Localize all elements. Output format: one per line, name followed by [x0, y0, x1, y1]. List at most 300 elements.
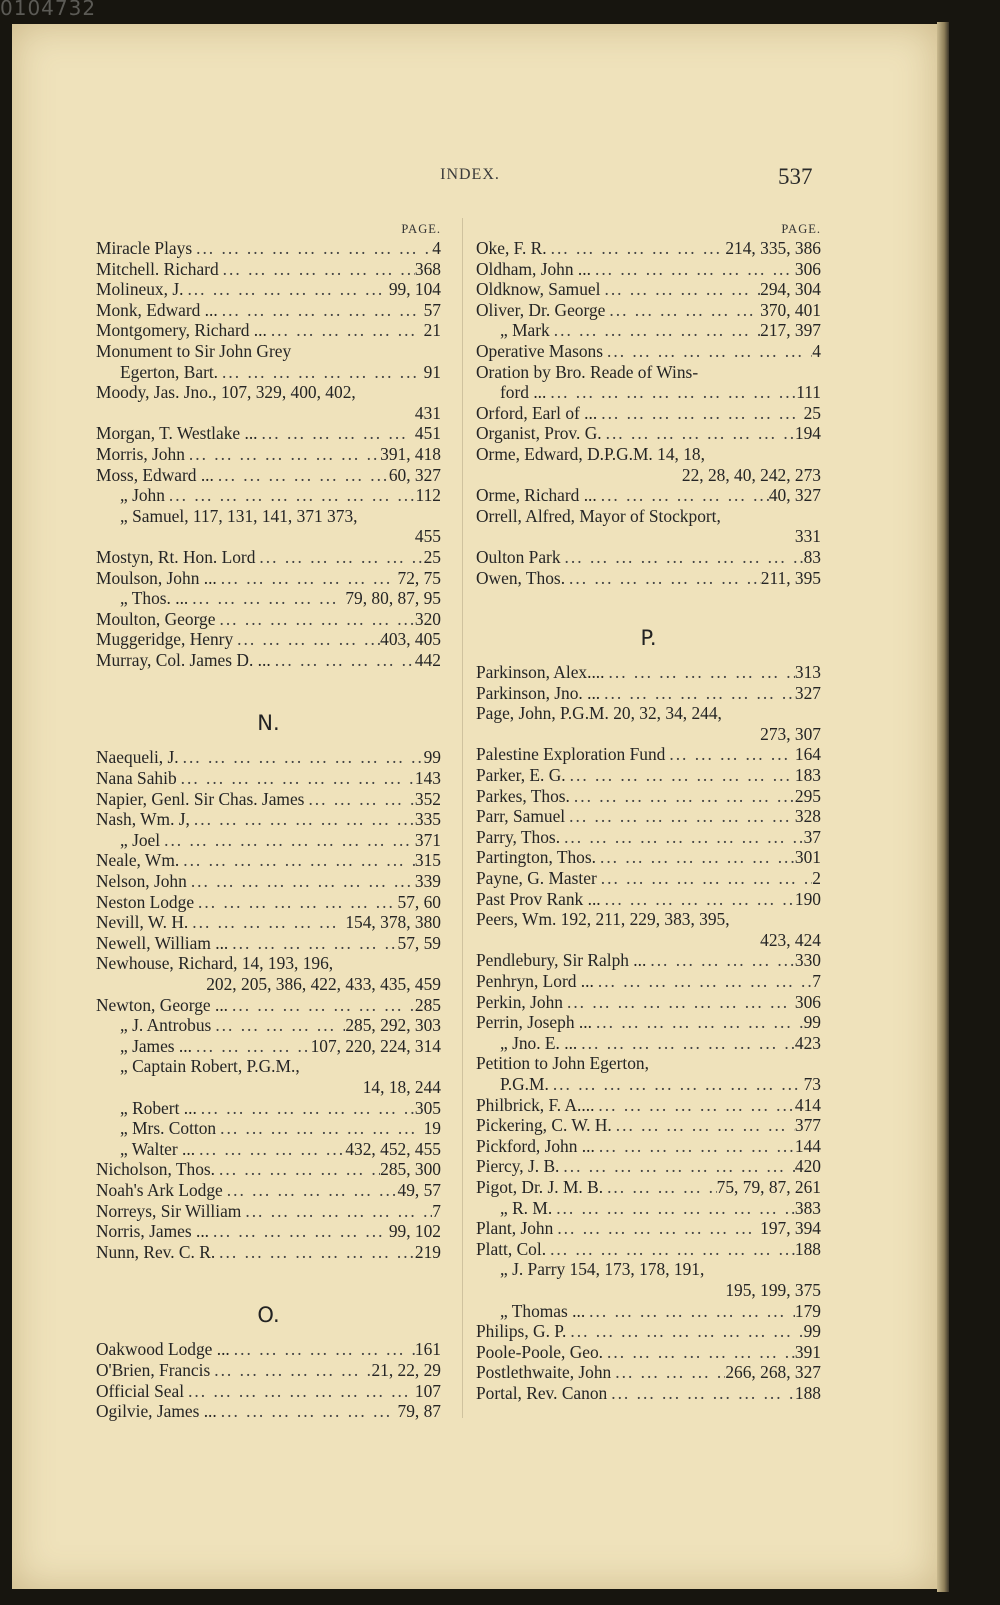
section-p-entries	[476, 662, 821, 1403]
entry-pages-continuation: 423, 424	[760, 929, 821, 950]
entry-term: Platt, Col.	[476, 1238, 547, 1259]
dot-leader	[165, 485, 416, 506]
entry-pages: 352	[414, 788, 441, 809]
index-entry-term: Page, John, P.G.M. 20, 32, 34, 244,	[476, 703, 722, 724]
entry-term: Perkin, John	[476, 991, 563, 1012]
entry-pages: 301	[794, 847, 821, 868]
index-entry	[96, 300, 441, 321]
dot-leader	[570, 786, 795, 807]
entry-term: Pendlebury, Sir Ralph ...	[476, 950, 647, 971]
dot-leader	[559, 1156, 795, 1177]
dot-leader	[179, 747, 424, 768]
section-o-entries	[96, 1339, 441, 1421]
entry-term: Montgomery, Richard ...	[96, 320, 267, 341]
dot-leader	[183, 279, 388, 300]
index-entry	[96, 850, 441, 871]
dot-leader	[560, 827, 804, 848]
dot-leader	[566, 765, 795, 786]
index-entry-term: Orrell, Alfred, Mayor of Stockport,	[476, 505, 721, 526]
index-entry	[476, 1383, 821, 1404]
entry-pages: 377	[794, 1115, 821, 1136]
dot-leader	[549, 1074, 804, 1095]
dot-leader	[187, 871, 415, 892]
entry-term: Morgan, T. Westlake ...	[96, 423, 258, 444]
page-column-heading: PAGE.	[401, 222, 441, 236]
entry-term: Nunn, Rev. C. R.	[96, 1241, 216, 1262]
dot-leader	[603, 1177, 717, 1198]
entry-pages: 219	[414, 1241, 441, 1262]
entry-pages: 305	[414, 1097, 441, 1118]
entry-term: „ Walter ...	[120, 1138, 196, 1159]
column-divider	[462, 218, 463, 1418]
index-entry	[476, 889, 821, 910]
entry-term: „ R. M.	[500, 1197, 553, 1218]
entry-pages: 315	[414, 850, 441, 871]
entry-term: „ Joel	[120, 829, 161, 850]
entry-term: Noah's Ark Lodge	[96, 1179, 223, 1200]
entry-pages: 112	[415, 485, 441, 506]
entry-pages: 183	[794, 765, 821, 786]
index-entry	[96, 279, 441, 300]
index-entry-term: Moody, Jas. Jno., 107, 329, 400, 402,	[96, 382, 356, 403]
entry-pages: 306	[794, 258, 821, 279]
entry-term: Monk, Edward ...	[96, 299, 218, 320]
entry-term: Moulson, John ...	[96, 567, 217, 588]
dot-leader	[646, 950, 795, 971]
entry-pages: 7	[432, 1200, 441, 1221]
section-gap	[476, 588, 821, 625]
entry-term: Pickford, John ...	[476, 1135, 595, 1156]
index-entry	[96, 1242, 441, 1263]
index-entry	[476, 744, 821, 765]
entry-term: Molineux, J.	[96, 279, 184, 300]
entry-term: Parkinson, Alex....	[476, 662, 605, 683]
dot-leader	[600, 683, 795, 704]
dot-leader	[184, 1381, 415, 1402]
index-entry	[476, 1362, 821, 1383]
entry-pages-continuation: 14, 18, 244	[362, 1076, 441, 1097]
index-entry	[96, 609, 441, 630]
dot-leader	[271, 650, 415, 671]
entry-term: Oldham, John ...	[476, 258, 591, 279]
entry-pages: 4	[432, 238, 441, 258]
dot-leader	[210, 1360, 371, 1381]
dot-leader	[594, 971, 812, 992]
entry-pages: 37	[803, 826, 821, 847]
dot-leader	[215, 1159, 380, 1180]
dot-leader	[177, 768, 415, 789]
dot-leader	[565, 806, 795, 827]
index-entry	[476, 423, 821, 444]
entry-term: Plant, John	[476, 1218, 554, 1239]
index-entry	[476, 1115, 821, 1136]
index-entry	[96, 465, 441, 486]
index-column-right	[476, 220, 821, 1403]
entry-pages: 285, 300	[380, 1159, 441, 1180]
dot-leader	[602, 423, 795, 444]
scan-header-label: 0104732	[0, 0, 97, 20]
dot-leader	[233, 629, 380, 650]
dot-leader	[566, 1321, 803, 1342]
entry-term: Past Prov Rank ...	[476, 888, 601, 909]
entry-term: Neston Lodge	[96, 891, 195, 912]
dot-leader	[597, 868, 813, 889]
index-entry-term: Monument to Sir John Grey	[96, 340, 292, 361]
dot-leader	[160, 830, 415, 851]
entry-term: Parkinson, Jno. ...	[476, 682, 601, 703]
entry-pages: 442	[414, 649, 441, 670]
dot-leader	[230, 1339, 415, 1360]
entry-pages: 451	[414, 423, 441, 444]
entry-pages: 285	[414, 994, 441, 1015]
dot-leader	[565, 568, 761, 589]
entry-term: Parry, Thos.	[476, 826, 561, 847]
entry-pages: 99, 104	[388, 279, 441, 300]
dot-leader	[197, 1098, 415, 1119]
entry-term: „ Thomas ...	[500, 1300, 586, 1321]
index-entry	[476, 300, 821, 321]
entry-pages: 295	[794, 785, 821, 806]
entry-pages: 75, 79, 87, 261	[716, 1176, 821, 1197]
entry-pages: 99, 102	[388, 1221, 441, 1242]
index-entry-term: Oration by Bro. Reade of Wins-	[476, 361, 699, 382]
entry-term: Miracle Plays	[96, 238, 193, 258]
index-entry	[476, 1198, 821, 1219]
entry-pages: 99	[803, 1012, 821, 1033]
index-entry	[476, 259, 821, 280]
index-entry	[96, 650, 441, 671]
entry-pages-continuation: 273, 307	[760, 723, 821, 744]
entry-term: Partington, Thos.	[476, 847, 596, 868]
dot-leader	[561, 547, 804, 568]
entry-pages: 214, 335, 386	[725, 238, 821, 258]
entry-term: Nash, Wm. J,	[96, 809, 190, 830]
index-entry-term: Peers, Wm. 192, 211, 229, 383, 395,	[476, 909, 730, 930]
index-entry	[476, 238, 821, 259]
index-entry	[476, 1156, 821, 1177]
dot-leader	[577, 1033, 795, 1054]
dot-leader	[597, 403, 803, 424]
dot-leader	[228, 995, 415, 1016]
entry-pages: 79, 80, 87, 95	[345, 588, 441, 609]
index-entry-term: „ Samuel, 117, 131, 141, 371 373,	[120, 505, 358, 526]
entry-term: Portal, Rev. Canon	[476, 1382, 608, 1403]
entry-pages-continuation: 202, 205, 386, 422, 433, 435, 459	[206, 974, 441, 994]
dot-leader	[217, 1401, 398, 1422]
index-entry	[96, 485, 441, 506]
index-entry	[96, 259, 441, 280]
dot-leader	[611, 1362, 725, 1383]
index-entry-term: Orme, Edward, D.P.G.M. 14, 18,	[476, 443, 705, 464]
dot-leader	[665, 744, 795, 765]
index-entry	[476, 320, 821, 341]
entry-term: Morris, John	[96, 443, 185, 464]
entry-pages: 4	[812, 340, 821, 361]
entry-pages: 285, 292, 303	[345, 1015, 441, 1036]
index-entry	[96, 1201, 441, 1222]
index-entry	[96, 444, 441, 465]
dot-leader	[267, 320, 424, 341]
dot-leader	[550, 320, 760, 341]
section-o-entries-continued	[476, 238, 821, 588]
index-entry	[96, 1139, 441, 1160]
entry-pages: 294, 304	[760, 279, 821, 300]
index-entry	[96, 568, 441, 589]
entry-pages: 73	[803, 1073, 821, 1094]
entry-term: Organist, Prov. G.	[476, 423, 602, 444]
entry-pages: 7	[812, 971, 821, 991]
entry-pages: 161	[414, 1339, 441, 1360]
entry-pages: 190	[794, 888, 821, 909]
index-entry	[476, 1136, 821, 1157]
entry-term: Penhryn, Lord ...	[476, 971, 594, 991]
index-entry	[96, 1118, 441, 1139]
entry-term: „ Robert ...	[120, 1097, 197, 1118]
entry-pages-continuation: 195, 199, 375	[725, 1279, 821, 1300]
dot-leader	[304, 789, 414, 810]
entry-pages: 57, 59	[397, 932, 441, 953]
index-entry	[96, 768, 441, 789]
dot-leader	[218, 362, 424, 383]
dot-leader	[194, 892, 397, 913]
dot-leader	[605, 662, 795, 683]
index-entry	[476, 765, 821, 786]
entry-term: „ Thos. ...	[120, 588, 189, 609]
index-entry	[96, 1339, 441, 1360]
index-entry	[476, 568, 821, 589]
index-entry	[96, 1098, 441, 1119]
entry-pages: 197, 394	[760, 1218, 821, 1239]
dot-leader	[241, 1201, 432, 1222]
index-entry-continuation	[476, 382, 821, 403]
entry-pages: 2	[812, 868, 821, 889]
index-entry	[476, 341, 821, 362]
entry-term: Owen, Thos.	[476, 567, 566, 588]
entry-term: „ Jno. E. ...	[500, 1032, 578, 1053]
entry-pages: 111	[796, 382, 821, 403]
entry-pages: 188	[794, 1238, 821, 1259]
page-edge	[937, 22, 949, 1592]
entry-term: „ John	[120, 485, 165, 506]
entry-term: O'Brien, Francis	[96, 1359, 211, 1380]
entry-pages-continuation: 455	[414, 526, 441, 547]
index-entry	[96, 238, 441, 259]
entry-pages: 19	[423, 1118, 441, 1139]
entry-term: Payne, G. Master	[476, 868, 597, 889]
index-entry	[96, 588, 441, 609]
section-gap	[96, 670, 441, 710]
index-entry	[96, 423, 441, 444]
dot-leader	[605, 300, 760, 321]
index-entry	[476, 1218, 821, 1239]
index-entry	[476, 1012, 821, 1033]
index-entry	[476, 1239, 821, 1260]
index-entry	[96, 547, 441, 568]
entry-pages: 371	[414, 829, 441, 850]
section-gap	[476, 652, 821, 662]
index-entry	[476, 786, 821, 807]
entry-term: Norris, James ...	[96, 1221, 210, 1242]
running-title: INDEX.	[440, 166, 500, 183]
entry-pages: 414	[794, 1094, 821, 1115]
entry-term: Newell, William ...	[96, 932, 229, 953]
entry-term: „ Mrs. Cotton	[120, 1118, 217, 1139]
entry-pages: 83	[803, 546, 821, 567]
entry-term: Orme, Richard ...	[476, 485, 597, 506]
dot-leader	[188, 912, 345, 933]
index-entry	[476, 1342, 821, 1363]
entry-continuation-text: Egerton, Bart.	[120, 361, 219, 382]
entry-pages: 306	[794, 991, 821, 1012]
entry-term: Parr, Samuel	[476, 806, 566, 827]
dot-leader	[211, 1015, 345, 1036]
entry-pages-continuation: 22, 28, 40, 242, 273	[681, 464, 821, 485]
dot-leader	[215, 609, 414, 630]
dot-leader	[209, 1221, 389, 1242]
entry-pages: 99	[803, 1321, 821, 1342]
index-entry	[96, 1381, 441, 1402]
entry-term: Operative Masons	[476, 340, 604, 361]
dot-leader	[552, 1198, 795, 1219]
entry-term: Poole-Poole, Geo.	[476, 1341, 604, 1362]
index-entry	[476, 1177, 821, 1198]
dot-leader	[563, 992, 795, 1013]
index-entry	[476, 662, 821, 683]
dot-leader	[546, 1239, 795, 1260]
entry-pages: 330	[794, 950, 821, 971]
index-entry-term: Petition to John Egerton,	[476, 1053, 649, 1074]
entry-pages: 423	[794, 1032, 821, 1053]
entry-pages: 432, 452, 455	[345, 1138, 441, 1159]
dot-leader	[215, 1242, 415, 1263]
entry-term: „ Mark	[500, 320, 550, 341]
index-entry	[96, 1159, 441, 1180]
index-entry	[96, 933, 441, 954]
dot-leader	[603, 1342, 795, 1363]
entry-term: Nelson, John	[96, 871, 187, 892]
index-entry	[96, 629, 441, 650]
index-entry	[96, 809, 441, 830]
entry-pages: 179	[794, 1300, 821, 1321]
dot-leader	[223, 1180, 398, 1201]
entry-pages: 49, 57	[397, 1179, 441, 1200]
page-number: 537	[778, 164, 813, 189]
index-entry	[476, 1033, 821, 1054]
index-entry	[476, 683, 821, 704]
page-column-heading: PAGE.	[781, 222, 821, 236]
dot-leader	[179, 850, 415, 871]
index-entry-term: „ Captain Robert, P.G.M.,	[120, 1056, 300, 1077]
entry-term: Philbrick, F. A....	[476, 1094, 595, 1115]
index-entry	[96, 892, 441, 913]
dot-leader	[255, 547, 423, 568]
entry-continuation-text: P.G.M.	[500, 1073, 549, 1094]
index-entry	[476, 950, 821, 971]
dot-leader	[195, 1139, 345, 1160]
index-entry	[96, 830, 441, 851]
entry-term: Mitchell. Richard	[96, 258, 219, 279]
entry-pages: 368	[414, 258, 441, 279]
entry-pages: 91	[423, 361, 441, 382]
index-entry	[476, 847, 821, 868]
index-entry	[96, 912, 441, 933]
index-entry	[476, 485, 821, 506]
entry-term: Neale, Wm.	[96, 850, 180, 871]
entry-pages: 391, 418	[380, 443, 441, 464]
index-entry	[96, 995, 441, 1016]
entry-term: Oldknow, Samuel	[476, 279, 601, 300]
dot-leader	[594, 1095, 794, 1116]
index-entry-term: Newhouse, Richard, 14, 193, 196,	[96, 953, 334, 974]
entry-pages: 79, 87	[397, 1401, 441, 1422]
index-entry	[476, 827, 821, 848]
entry-pages: 25	[423, 546, 441, 567]
dot-leader	[547, 238, 726, 259]
entry-pages: 40, 327	[768, 485, 821, 506]
index-entry	[476, 1095, 821, 1116]
entry-term: Mostyn, Rt. Hon. Lord	[96, 546, 256, 567]
entry-term: Oke, F. R.	[476, 238, 547, 258]
section-letter-p: P.	[640, 626, 657, 651]
index-entry	[96, 1036, 441, 1057]
entry-term: „ James ...	[120, 1035, 192, 1056]
section-gap	[96, 737, 441, 747]
entry-pages: 164	[794, 744, 821, 765]
section-gap	[96, 1329, 441, 1339]
index-entry	[96, 1360, 441, 1381]
dot-leader	[591, 259, 795, 280]
entry-pages: 21	[423, 320, 441, 341]
entry-term: Palestine Exploration Fund	[476, 744, 666, 765]
index-entry	[476, 806, 821, 827]
index-entry	[96, 1015, 441, 1036]
index-entry-continuation	[96, 362, 441, 383]
entry-term: Official Seal	[96, 1380, 185, 1401]
entry-pages: 320	[414, 608, 441, 629]
entry-term: Moulton, George	[96, 608, 216, 629]
entry-term: Napier, Genl. Sir Chas. James	[96, 788, 305, 809]
dot-leader	[607, 1383, 795, 1404]
entry-pages: 420	[794, 1156, 821, 1177]
index-entry	[96, 747, 441, 768]
dot-leader	[216, 1118, 423, 1139]
index-entry-continuation	[476, 1074, 821, 1095]
dot-leader	[546, 382, 796, 403]
section-n-entries	[96, 747, 441, 1262]
dot-leader	[601, 889, 795, 910]
entry-pages: 328	[794, 806, 821, 827]
dot-leader	[192, 1036, 311, 1057]
section-letter-n: N.	[257, 711, 280, 736]
dot-leader	[218, 300, 424, 321]
index-entry	[96, 789, 441, 810]
entry-term: Pickering, C. W. H.	[476, 1115, 612, 1136]
dot-leader	[185, 444, 380, 465]
dot-leader	[592, 1012, 804, 1033]
entry-pages: 313	[794, 662, 821, 683]
entry-pages: 403, 405	[380, 629, 441, 650]
entry-pages: 339	[414, 871, 441, 892]
entry-pages-continuation: 331	[794, 526, 821, 547]
index-entry	[476, 868, 821, 889]
entry-pages: 60, 327	[388, 464, 441, 485]
index-entry	[476, 971, 821, 992]
entry-term: Oulton Park	[476, 546, 561, 567]
entry-term: Postlethwaite, John	[476, 1362, 612, 1383]
entry-term: Parker, E. G.	[476, 765, 566, 786]
entry-pages: 143	[414, 768, 441, 789]
index-entry-term: „ J. Parry 154, 173, 178, 191,	[500, 1259, 705, 1280]
